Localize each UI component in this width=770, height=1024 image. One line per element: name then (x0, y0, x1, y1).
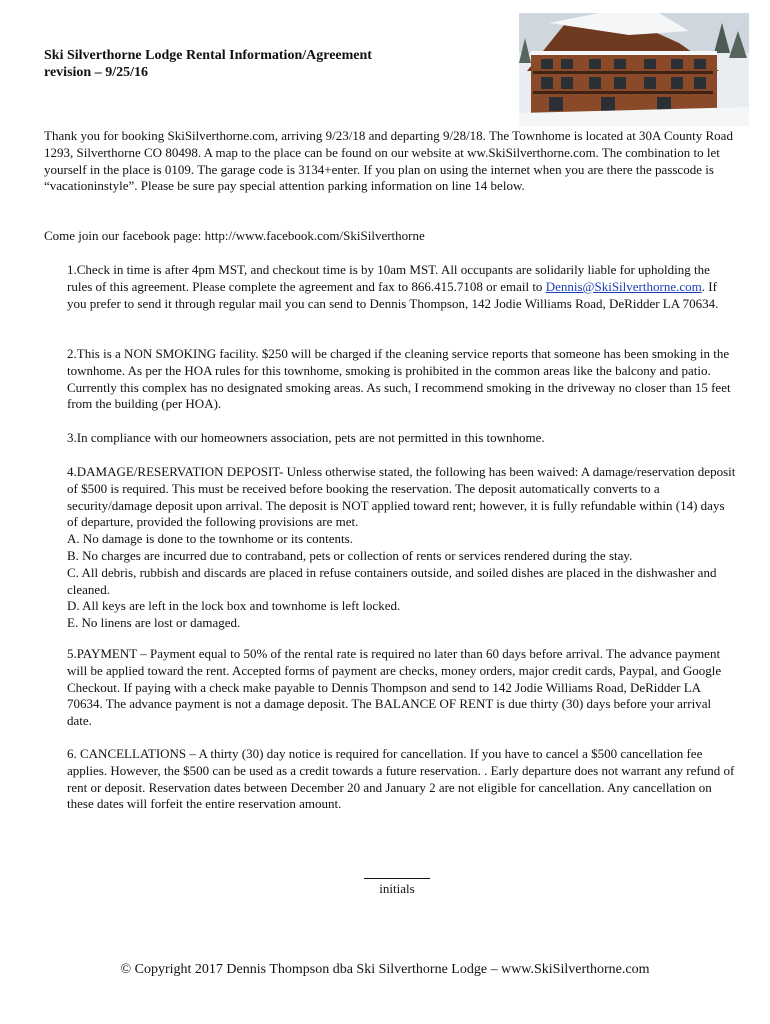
item-cancellation: 6. CANCELLATIONS – A thirty (30) day notice is required for cancellation. If you have to cancel a $500 cancellation fee applies. However, the $500 can be used as a credit towards a future reservation. . Early departure does not warrant any refund of rent or deposit. Reservation dates between December 20 and January 2 are not eligible for cancellation. Any cancellation on these dates will forfeit the entire reservation amount. (67, 746, 735, 812)
initials-line (364, 868, 430, 879)
deposit-provision-a: A. No damage is done to the townhome or its contents. (67, 531, 353, 547)
deposit-provision-b: B. No charges are incurred due to contraband, pets or collection of rents or services rendered during the stay. (67, 547, 633, 563)
facebook-line: Come join our facebook page: http://www.facebook.com/SkiSilverthorne (44, 228, 425, 243)
lodge-photo (519, 13, 749, 126)
item-pets: 3.In compliance with our homeowners association, pets are not permitted in this townhome. (67, 430, 545, 445)
email-link[interactable]: Dennis@SkiSilverthorne.com (545, 278, 702, 294)
copyright-footer: © Copyright 2017 Dennis Thompson dba Ski Silverthorne Lodge – www.SkiSilverthorne.com (120, 962, 650, 977)
deposit-provision-d: D. All keys are left in the lock box and townhome is left locked. (67, 598, 401, 614)
document-header (44, 47, 504, 81)
item-checkin (67, 262, 737, 312)
item-smoking: 2.This is a NON SMOKING facility. $250 will be charged if the cleaning service reports that someone has been smoking in the townhome. As per the HOA rules for this townhome, smoking is prohibited in the common areas like the balcony and patio. Currently this complex has no designated smoking areas. As such, I recommend smoking in the driveway no closer than 15 feet from the building (per HOA). (67, 346, 731, 412)
deposit-provision-c: C. All debris, rubbish and discards are placed in refuse containers outside, and soiled dishes are placed in the dishwasher and cleaned. (67, 564, 717, 597)
item-deposit (67, 464, 737, 632)
document-title: Ski Silverthorne Lodge Rental Information/Agreement (44, 48, 372, 63)
deposit-text: 4.DAMAGE/RESERVATION DEPOSIT- Unless otherwise stated, the following has been waived: A damage/reservation deposit of $500 is required. This must be received before booking the reservation. The deposit automatically converts to a security/damage deposit upon arrival. The deposit is NOT applied toward rent; however, it is fully refundable within (14) days of departure, provided the following provisions are met. (67, 464, 736, 530)
deposit-provision-e: E. No linens are lost or damaged. (67, 615, 241, 631)
initials-field[interactable] (364, 868, 430, 897)
checkin-text-end: . If you prefer to send it through regular mail you can send to Dennis Thompson, 142 Jodie Williams Road, DeRidder LA 70634. (67, 278, 719, 311)
initials-label: initials (379, 881, 415, 896)
revision-date: revision – 9/25/16 (44, 65, 148, 80)
item-payment: 5.PAYMENT – Payment equal to 50% of the rental rate is required no later than 60 days before arrival. The advance payment will be applied toward the rent. Accepted forms of payment are checks, money orders, major credit cards, Paypal, and Google Checkout. If paying with a check make payable to Dennis Thompson and send to 142 Jodie Williams Road, DeRidder LA 70634. The advance payment is not a damage deposit. The BALANCE OF RENT is due thirty (30) days before your arrival date. (67, 646, 722, 729)
checkin-text: 1.Check in time is after 4pm MST, and checkout time is by 10am MST. All occupants are solidarily liable for upholding the rules of this agreement. Please complete the agreement and fax to 866.415.7108 or email to (67, 262, 710, 294)
intro-paragraph: Thank you for booking SkiSilverthorne.com, arriving 9/23/18 and departing 9/28/18. The Townhome is located at 30A County Road 1293, Silverthorne CO 80498. A map to the place can be found on our website at ww.SkiSilverthorne.com. The combination to let yourself in the place is 0109. The garage code is 3134+enter. If you plan on using the internet when you are there the passcode is “vacationinstyle”. Please be sure pay special attention parking information on line 14 below. (44, 128, 733, 194)
